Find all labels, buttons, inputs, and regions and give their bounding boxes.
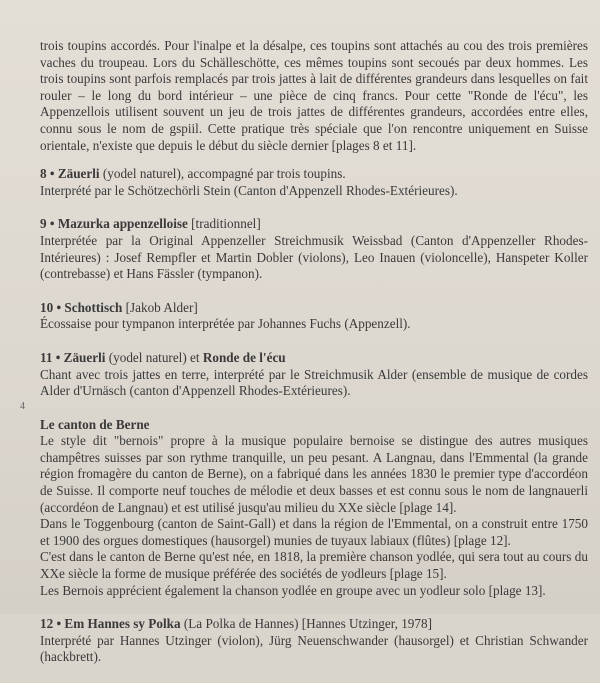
page-number: 4 <box>20 401 25 412</box>
track-8-description: Interprété par le Schötzechörli Stein (Canton d'Appenzell Rhodes-Extérieures). <box>40 182 458 198</box>
track-12-heading: 12 • Em Hannes sy Polka (La Polka de Hannes) [Hannes Utzinger, 1978] <box>40 616 432 632</box>
track-11-description: Chant avec trois jattes en terre, interprété par le Streichmusik Alder (ensemble de musique de cordes Alder d'Urnäsch (canton d'Appenzell Rhodes-Extérieures). <box>40 366 588 399</box>
section-paragraph-2: Dans le Toggenbourg (canton de Saint-Gall) et dans la région de l'Emmental, on a construit entre 1750 et 1900 des orgues domestiques (hausorgel) munies de tuyaux labiaux (flûtes) [plage 12]. <box>40 516 588 548</box>
track-10-description: Écossaise pour tympanon interprétée par Johannes Fuchs (Appenzell). <box>40 316 411 332</box>
section-paragraph-3: C'est dans le canton de Berne qu'est née, en 1818, la première chanson yodlée, qui sera tout au cours du XXe siècle la forme de musique préférée des sociétés de yodleurs [plage 15]. <box>40 549 588 582</box>
section-heading: Le canton de Berne <box>40 416 150 432</box>
section-berne <box>40 417 588 600</box>
section-paragraph-4: Les Bernois apprécient également la chanson yodlée en groupe avec un yodleur solo [plage 13]. <box>40 582 546 598</box>
track-9 <box>40 216 588 282</box>
page-content <box>40 38 588 683</box>
track-9-heading: 9 • Mazurka appenzelloise [traditionnel] <box>40 216 261 232</box>
track-12-description: Interprété par Hannes Utzinger (violon), Jürg Neuenschwander (hausorgel) et Christian Schwander (hackbrett). <box>40 632 588 665</box>
track-8-heading: 8 • Zäuerli (yodel naturel), accompagné par trois toupins. <box>40 166 346 182</box>
track-10 <box>40 300 588 333</box>
track-10-heading: 10 • Schottisch [Jakob Alder] <box>40 299 198 315</box>
section-paragraph-1: Le style dit "bernois" propre à la musique populaire bernoise se distingue des autres musiques champêtres suisses par son rythme tranquille, un peu pesant. A Langnau, dans l'Emmental (la grande région fromagère du canton de Berne), on a fabriqué dans les années 1830 le premier type d'accordéon de Suisse. Il comporte neuf touches de mélodie et deux basses et est connu sous le nom de langnauerli (accordéon de Langnau) et est utilisé jusqu'au milieu du XXe siècle [plage 14]. <box>40 433 588 515</box>
intro-paragraph: trois toupins accordés. Pour l'inalpe et la désalpe, ces toupins sont attachés au cou des trois premières vaches du troupeau. Lors du Schälleschötte, ces mêmes toupins sont secoués par deux hommes. Les trois toupins sont parfois remplacés par trois jattes à lait de différentes grandeurs dans lesquelles on fait rouler – le long du bord intérieur – une pièce de cinq francs. Pour cette "Ronde de l'écu", les Appenzellois utilisent souvent un jeu de trois jattes de différentes grandeurs, accordées entre elles, connu sous le nom de gspiil. Cette pratique très spéciale que l'on rencontre uniquement en Suisse orientale, n'existe que depuis le début du siècle dernier [plages 8 et 11]. <box>40 38 588 153</box>
track-8 <box>40 166 588 199</box>
track-12 <box>40 616 588 666</box>
track-9-description: Interprétée par la Original Appenzeller Streichmusik Weissbad (Canton d'Appenzeller Rhodes-Intérieures) : Josef Rempfler et Martin Dobler (violons), Leo Inauen (violoncelle), Hanspeter Koller (contrebasse) et Hans Fässler (tympanon). <box>40 232 588 282</box>
track-11-heading: 11 • Zäuerli (yodel naturel) et Ronde de l'écu <box>40 349 286 365</box>
track-11 <box>40 350 588 400</box>
